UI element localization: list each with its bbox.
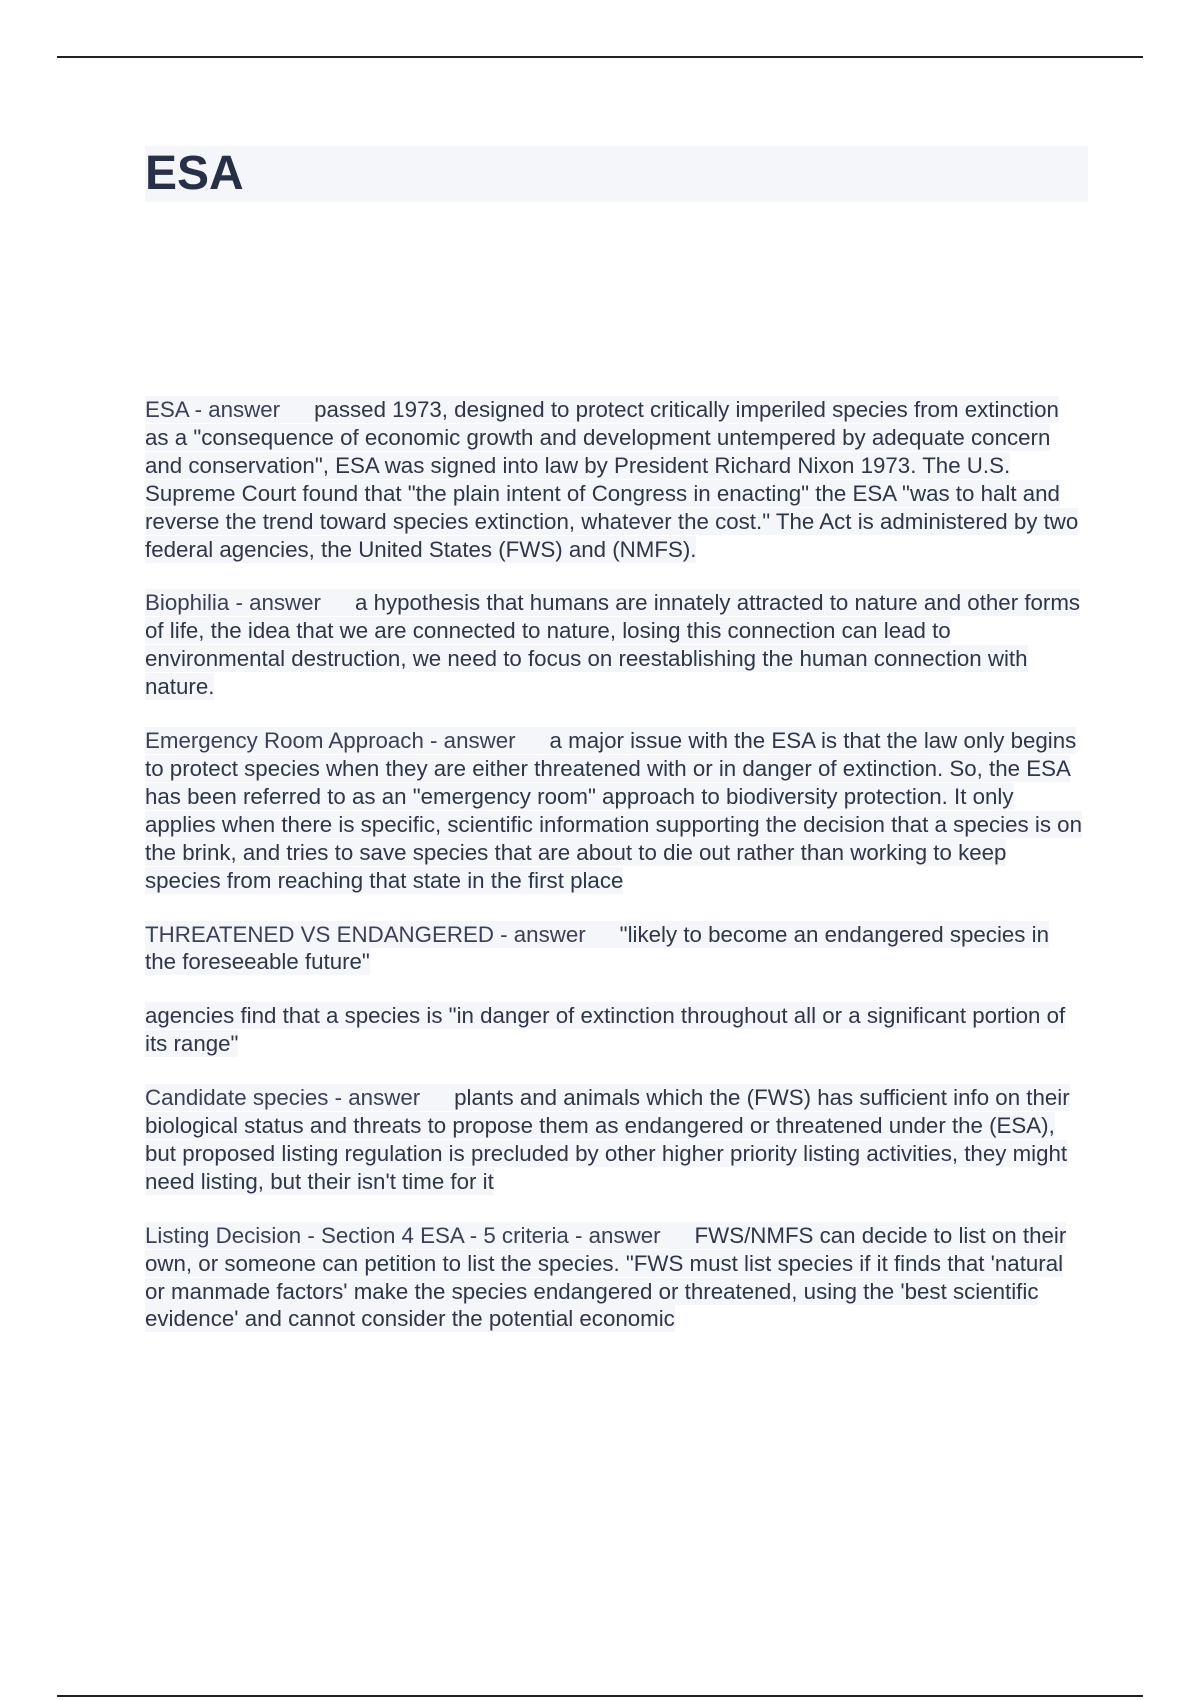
- flashcard-term: Emergency Room Approach - answer: [145, 728, 516, 754]
- flashcard-term: Listing Decision - Section 4 ESA - 5 criteria - answer: [145, 1222, 661, 1248]
- flashcard-endangered-definition: [145, 1002, 1085, 1058]
- flashcard-term: Candidate species - answer: [145, 1085, 421, 1111]
- flashcard-term: Biophilia - answer: [145, 590, 321, 616]
- flashcard-definition: plants and animals which the (FWS) has sufficient info on their biological status and threats to propose them as endangered or threatened under the (ESA), but proposed listing regulation is precluded by other higher priority listing activities, they might need listing, but their isn't time for it: [145, 1085, 1070, 1194]
- flashcard-term: ESA - answer: [145, 397, 281, 422]
- flashcard-emergency-room-approach: [145, 727, 1085, 894]
- title-background: [145, 146, 1088, 202]
- flashcard-definition: a hypothesis that humans are innately attracted to nature and other forms of life, the idea that we are connected to nature, losing this connection can lead to environmental destruction, we need to focus on reestablishing the human connection with nature.: [145, 590, 1081, 700]
- document-title: ESA: [145, 147, 244, 200]
- flashcard-definition: passed 1973, designed to protect critically imperiled species from extinction as a "consequence of economic growth and development untempered by adequate concern and conservation", ESA was signed into law by President Richard Nixon 1973. The U.S. Supreme Court found that "the plain intent of Congress in enacting" the ESA "was to halt and reverse the trend toward species extinction, whatever the cost." The Act is administered by two federal agencies, the United States (FWS) and (NMFS).: [145, 397, 1079, 562]
- flashcard-term: THREATENED VS ENDANGERED - answer: [145, 921, 586, 947]
- flashcard-threatened-vs-endangered: [145, 921, 1085, 977]
- footer-rule: [57, 1695, 1143, 1697]
- flashcard-candidate-species: [145, 1084, 1085, 1196]
- flashcard-definition: agencies find that a species is "in danger of extinction throughout all or a significant portion of its range": [145, 1003, 1066, 1057]
- flashcard-list: [145, 396, 1085, 1359]
- flashcard-listing-decision: [145, 1222, 1085, 1334]
- header-rule: [57, 56, 1143, 58]
- flashcard-definition: "likely to become an endangered species in the foreseeable future": [145, 921, 1050, 975]
- flashcard-biophilia: [145, 589, 1085, 701]
- flashcard-definition: a major issue with the ESA is that the law only begins to protect species when they are either threatened with or in danger of extinction. So, the ESA has been referred to as an "emergency room" approach to biodiversity protection. It only applies when there is specific, scientific information supporting the decision that a species is on the brink, and tries to save species that are about to die out rather than working to keep species from reaching that state in the first place: [145, 728, 1082, 893]
- flashcard-esa: [145, 396, 1085, 563]
- flashcard-definition: FWS/NMFS can decide to list on their own, or someone can petition to list the species. "FWS must list species if it finds that 'natural or manmade factors' make the species endangered or threatened, using the 'best scientific evidence' and cannot consider the potential economic: [145, 1222, 1067, 1332]
